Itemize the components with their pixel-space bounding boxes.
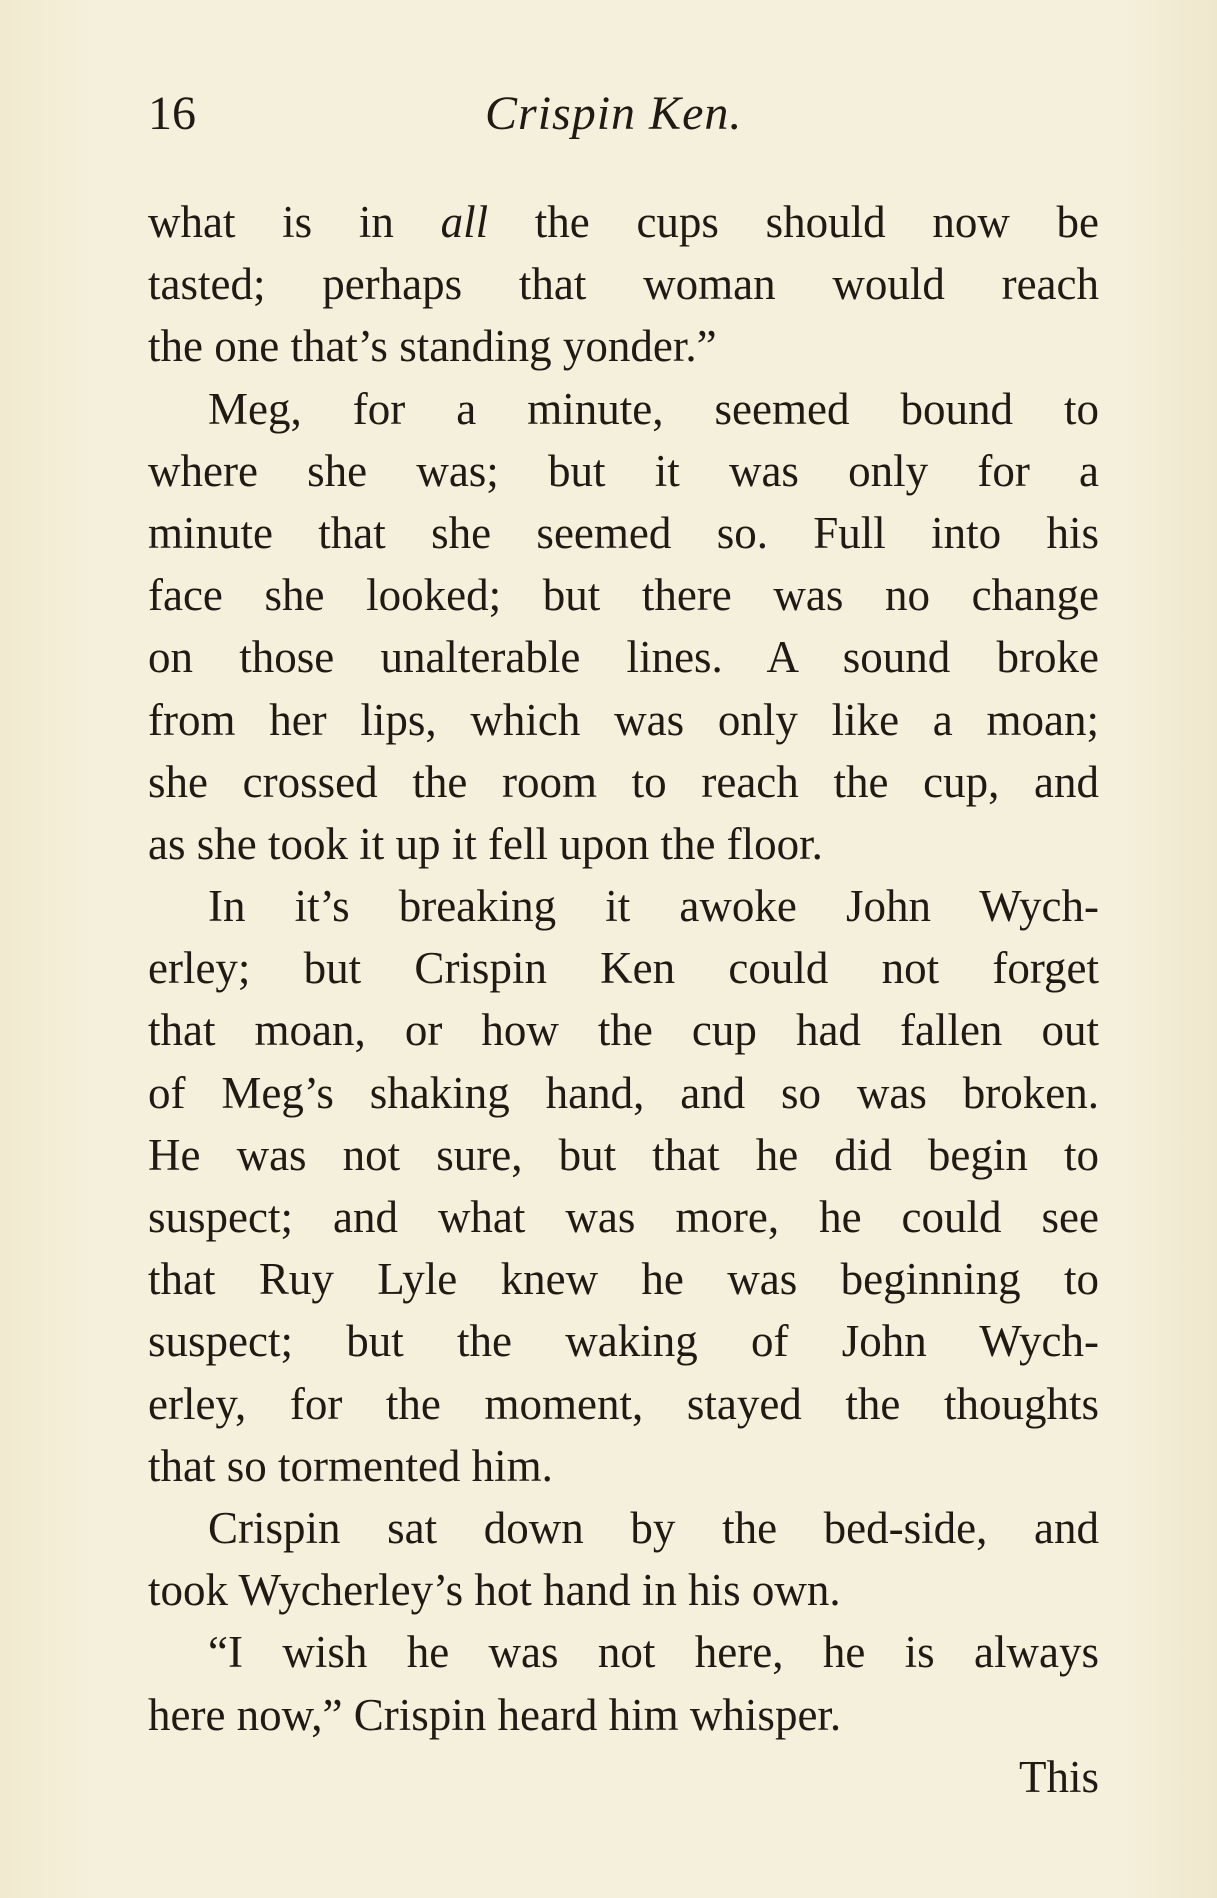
- text-line: suspect; and what was more, he could see: [148, 1192, 1099, 1242]
- text-line: erley, for the moment, stayed the thoughts: [148, 1378, 1099, 1429]
- text-line: she crossed the room to reach the cup, and: [148, 756, 1099, 807]
- text-line: the one that’s standing yonder.”: [148, 321, 717, 372]
- text-line: face she looked; but there was no change: [148, 570, 1099, 621]
- paragraph-5: [148, 1621, 1099, 1745]
- text-line: on those unalterable lines. A sound broke: [148, 632, 1099, 683]
- body-text: [148, 191, 1099, 1808]
- text-line: suspect; but the waking of John Wych-: [148, 1316, 1099, 1367]
- text-line: that Ruy Lyle knew he was beginning to: [148, 1254, 1099, 1305]
- italic-word: all: [440, 197, 489, 247]
- text-line: Crispin sat down by the bed-side, and: [208, 1502, 1099, 1553]
- text-line: that so tormented him.: [148, 1440, 553, 1491]
- page-header: [148, 84, 1098, 144]
- paragraph-4: [148, 1497, 1099, 1621]
- running-title: Crispin Ken.: [485, 87, 743, 140]
- text-line: that moan, or how the cup had fallen out: [148, 1005, 1099, 1056]
- text-line: In it’s breaking it awoke John Wych-: [208, 881, 1099, 932]
- text-line: here now,” Crispin heard him whisper.: [148, 1689, 842, 1740]
- text-line: minute that she seemed so. Full into his: [148, 507, 1099, 558]
- paragraph-1: [148, 191, 1099, 378]
- text-line: took Wycherley’s hot hand in his own.: [148, 1565, 841, 1616]
- text-line: as she took it up it fell upon the floor.: [148, 818, 823, 869]
- catchword: This: [1018, 1751, 1099, 1802]
- text-line: “I wish he was not here, he is always: [208, 1627, 1099, 1678]
- text-line: tasted; perhaps that woman would reach: [148, 259, 1099, 310]
- text-line: where she was; but it was only for a: [148, 445, 1099, 496]
- text-line: what is in all the cups should now be: [148, 197, 1099, 247]
- paragraph-3: [148, 875, 1099, 1497]
- text-line: He was not sure, but that he did begin to: [148, 1129, 1099, 1180]
- text-line: of Meg’s shaking hand, and so was broken.: [148, 1067, 1099, 1118]
- paragraph-2: [148, 378, 1099, 876]
- text-line: erley; but Crispin Ken could not forget: [148, 943, 1099, 994]
- text-line: from her lips, which was only like a moan;: [148, 694, 1099, 745]
- page-number: 16: [148, 87, 196, 140]
- text-line: Meg, for a minute, seemed bound to: [208, 383, 1099, 434]
